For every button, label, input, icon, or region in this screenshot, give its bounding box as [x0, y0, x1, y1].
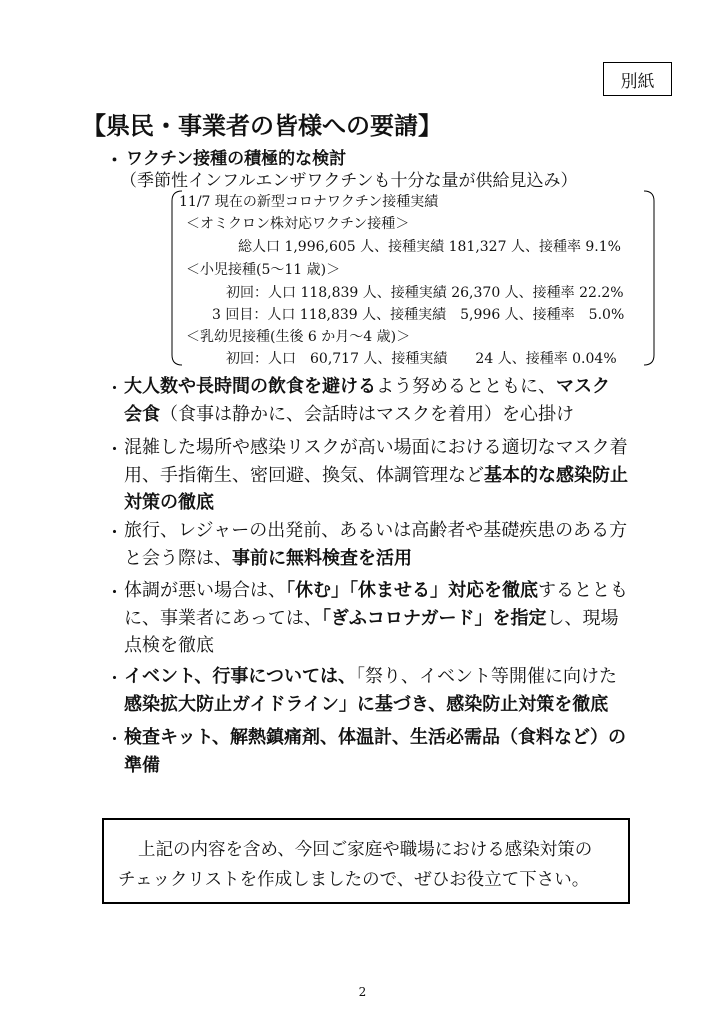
request-item-line [124, 433, 628, 459]
request-item-line [124, 488, 214, 514]
bullet-marker: ・ [106, 151, 123, 171]
request-item-line [124, 631, 214, 657]
stats-child-third-line: 3 回目：人口 118,839 人、接種実績 5,996 人、接種率 5.0% [212, 307, 625, 323]
body-text: 点検を徹底 [124, 635, 214, 656]
request-item-line [124, 461, 628, 487]
emphasis-text: マスク [556, 376, 610, 397]
emphasis-text: 事前に無料検査を活用 [232, 547, 412, 569]
body-text: 「祭り、イベント等開催に向けた [356, 666, 618, 687]
request-item-line [124, 723, 626, 749]
body-text: 混雑した場所や感染リスクが高い場面における適切なマスク着 [124, 437, 628, 458]
stats-omicron-heading: ＜オミクロン株対応ワクチン接種＞ [186, 216, 410, 232]
emphasis-text: 「ぎふコロナガード」を指定 [321, 607, 547, 629]
bullet-marker: ・ [106, 440, 123, 460]
request-item-line [124, 400, 574, 426]
body-text: 用、手指衛生、密回避、換気、体調管理など [124, 464, 484, 486]
note-line-2: チェックリストを作成しましたので、ぜひお役立て下さい。 [118, 870, 590, 890]
emphasis-text: 感染拡大防止ガイドライン」に基づき、感染防止対策を徹底 [124, 693, 609, 715]
request-item-line [124, 544, 412, 570]
emphasis-text: 準備 [124, 754, 160, 776]
stats-child-first-line: 初回：人口 118,839 人、接種実績 26,370 人、接種率 22.2% [226, 285, 624, 301]
body-text: 旅行、レジャーの出発前、あるいは高齢者や基礎疾患のある方 [124, 520, 628, 541]
emphasis-text: 検査キット、解熱鎮痛剤、体温計、生活必需品（食料など）の [124, 727, 627, 748]
stats-omicron-line: 総人口 1,996,605 人、接種実績 181,327 人、接種率 9.1% [238, 239, 621, 255]
body-text: するととも [538, 580, 628, 601]
attachment-tag: 別紙 [603, 62, 672, 96]
body-text: に、事業者にあっては、 [124, 607, 322, 629]
stats-child-heading: ＜小児接種(5～11 歳)＞ [186, 262, 341, 278]
emphasis-text: 「休む」「休ませる」対応を徹底 [286, 580, 538, 601]
body-text: 体調が悪い場合は、 [124, 580, 286, 601]
request-item-line [124, 516, 627, 542]
emphasis-text: イベント、行事については、 [124, 666, 357, 687]
request-item-line [124, 751, 160, 777]
emphasis-text: 会食 [124, 403, 160, 425]
bullet-marker: ・ [106, 379, 123, 399]
note-line-1: 上記の内容を含め、今回ご家庭や職場における感染対策の [138, 840, 593, 860]
bullet-marker: ・ [106, 523, 123, 543]
stats-date-line: 11/7 現在の新型コロナワクチン接種実績 [179, 194, 439, 210]
emphasis-text: 基本的な感染防止 [484, 464, 628, 486]
body-text: （食事は静かに、会話時はマスクを着用）を心掛け [160, 403, 574, 425]
request-item-line [124, 662, 617, 688]
vaccine-title: ワクチン接種の積極的な検討 [126, 149, 347, 169]
bullet-marker: ・ [106, 730, 123, 750]
vaccine-subtitle: （季節性インフルエンザワクチンも十分な量が供給見込み） [120, 171, 578, 191]
checklist-note-box [102, 818, 630, 904]
stats-infant-line: 初回：人口 60,717 人、接種実績 24 人、接種率 0.04% [226, 351, 617, 367]
bullet-marker: ・ [106, 669, 123, 689]
body-text: と会う際は、 [124, 547, 232, 569]
request-item-line [124, 372, 610, 398]
request-item-line [124, 604, 618, 630]
page-number: 2 [358, 985, 367, 999]
body-text: よう努めるとともに、 [376, 376, 556, 397]
page-title: 【県民・事業者の皆様への要請】 [82, 112, 442, 140]
request-item-line [124, 690, 608, 716]
emphasis-text: 大人数や長時間の飲食を避ける [124, 376, 376, 397]
bullet-marker: ・ [106, 583, 123, 603]
emphasis-text: 対策の徹底 [124, 492, 214, 513]
request-item-line [124, 576, 628, 602]
stats-infant-heading: ＜乳幼児接種(生後 6 か月～4 歳)＞ [186, 329, 411, 345]
body-text: し、現場 [546, 607, 619, 629]
